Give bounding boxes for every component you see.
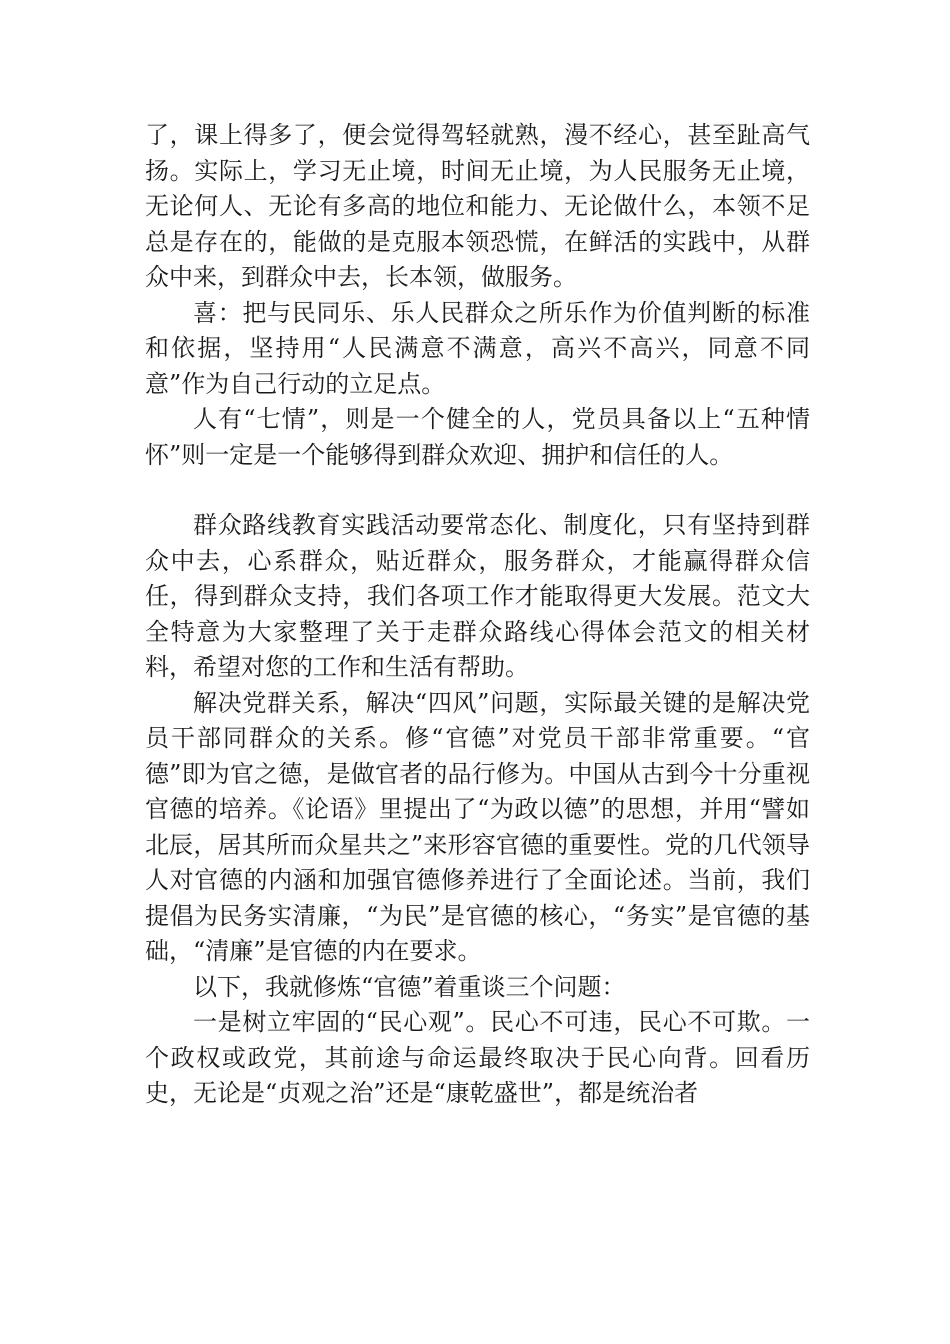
paragraph-people-heart: 一是树立牢固的“民心观”。民心不可违，民心不可欺。一个政权或政党，其前途与命运最终取决于民心向背。回看历史，无论是“贞观之治”还是“康乾盛世”，都是统治者 <box>145 1008 810 1107</box>
paragraph-seven-emotions: 人有“七情”，则是一个健全的人，党员具备以上“五种情怀”则一定是一个能够得到群众欢迎、拥护和信任的人。 <box>145 405 810 469</box>
paragraph-continuation: 了，课上得多了，便会觉得驾轻就熟，漫不经心，甚至趾高气扬。实际上，学习无止境，时间无止境，为人民服务无止境，无论何人、无论有多高的地位和能力、无论做什么，本领不足总是存在的，能做的是克服本领恐慌，在鲜活的实践中，从群众中来，到群众中去，长本领，做服务。 <box>145 121 810 291</box>
paragraph-mass-line: 群众路线教育实践活动要常态化、制度化，只有坚持到群众中去，心系群众，贴近群众，服务群众，才能赢得群众信任，得到群众支持，我们各项工作才能取得更大发展。范文大全特意为大家整理了关于走群众路线心得体会范文的相关材料，希望对您的工作和生活有帮助。 <box>145 511 810 681</box>
document-page <box>145 118 810 1112</box>
paragraph-party-relations: 解决党群关系，解决“四风”问题，实际最关键的是解决党员干部同群众的关系。修“官德”对党员干部非常重要。“官德”即为官之德，是做官者的品行修为。中国从古到今十分重视官德的培养。《论语》里提出了“为政以德”的思想，并用“譬如北辰，居其所而众星共之”来形容官德的重要性。党的几代领导人对官德的内涵和加强官德修养进行了全面论述。当前，我们提倡为民务实清廉，“为民”是官德的核心，“务实”是官德的基础，“清廉”是官德的内在要求。 <box>145 688 810 965</box>
paragraph-three-issues: 以下，我就修炼“官德”着重谈三个问题： <box>193 972 626 1001</box>
paragraph-xi: 喜：把与民同乐、乐人民群众之所乐作为价值判断的标准和依据，坚持用“人民满意不满意，高兴不高兴，同意不同意”作为自己行动的立足点。 <box>145 298 810 398</box>
